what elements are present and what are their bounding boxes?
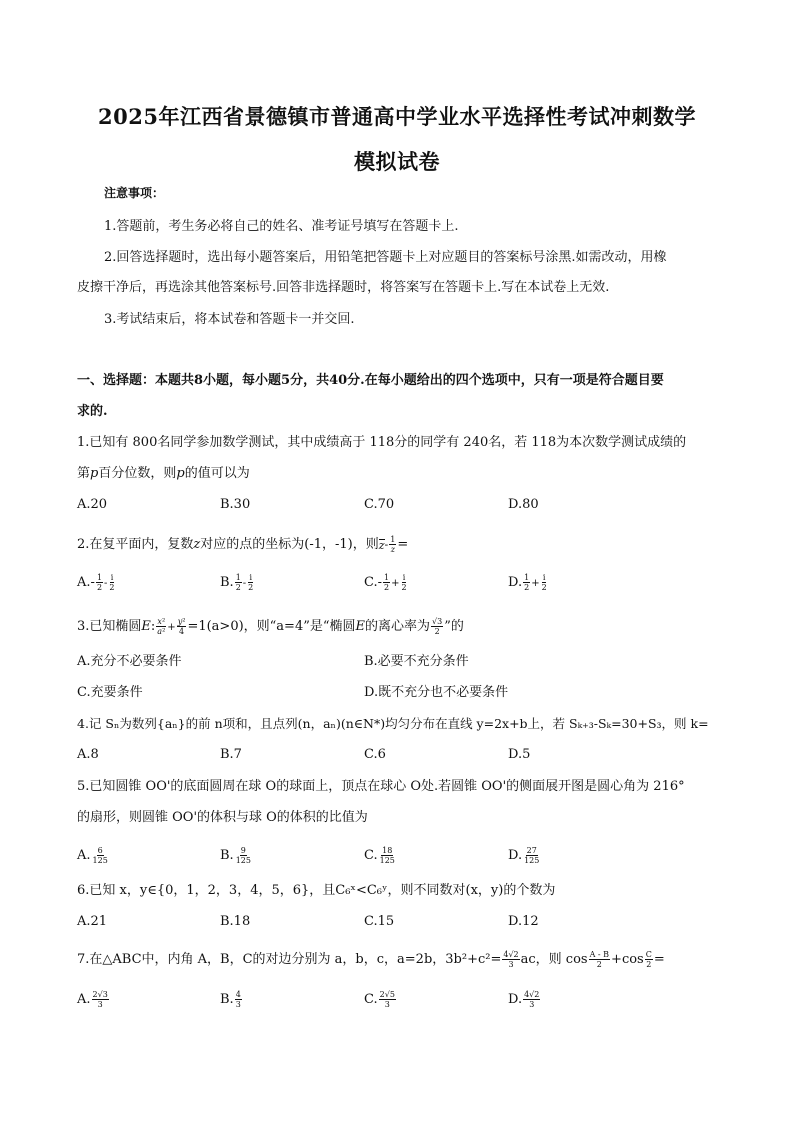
q6-option-d: D.12 [508, 914, 539, 929]
q7-option-c: C. $\frac{2√5}{3}$ [364, 990, 395, 1009]
q7-text-b: ac，则 cos [520, 952, 588, 967]
q1-stem-line1: 1.已知有 800名同学参加数学测试，其中成绩高于 118分的同学有 240名，若 118为本次数学测试成绩的 [77, 435, 687, 450]
q3-frac-eccentricity: $\frac{√3}{2}$ [432, 617, 443, 636]
q1-option-b: B.30 [220, 497, 251, 512]
q5-option-d: D. $\frac{27}{125}$ [508, 846, 540, 865]
q1-text-b: 百分位数，则 [98, 466, 177, 481]
q7-text-d: = [653, 952, 665, 967]
q7-text-a: 7.在△ABC中，内角 A，B，C的对边分别为 a，b，c，a=2b，3b²+c²= [77, 952, 502, 967]
q2-frac-z: z [390, 545, 395, 554]
q4-option-d: D.5 [508, 747, 531, 762]
q2-option-d: D. $\frac{1}{2}$ + $\frac{i}{2}$ [508, 573, 547, 592]
q2-z-conjugate: z [378, 538, 385, 552]
q3-option-d: D.既不充分也不必要条件 [364, 685, 509, 700]
q2-var-z: z [193, 537, 201, 552]
q2-stem: 2.在复平面内，复数z对应的点的坐标为(-1，-1)，则z- $\frac{1}{z}$ = [77, 535, 409, 554]
q2-text-end: = [397, 537, 409, 552]
q1-text-c: 的值可以为 [184, 466, 250, 481]
q7-text-c: +cos [611, 952, 644, 967]
q4-stem: 4.记 Sₙ为数列{aₙ}的前 n项和，且点列(n，aₙ)(n∈N*)均匀分布在直线 y=2x+b上，若 Sₖ₊₃-Sₖ=30+S₃，则 k= [77, 716, 709, 731]
q6-option-c: C.15 [364, 914, 395, 929]
q4-option-b: B.7 [220, 747, 242, 762]
q7-frac-cos2: $\frac{C}{2}$ [645, 950, 652, 969]
q2-text-a: 2.在复平面内，复数 [77, 537, 194, 552]
q3-frac-x2-a2: $\frac{\text{x²}}{\text{a²}}$ [157, 617, 166, 636]
q3-text-d: ”的 [444, 619, 464, 634]
q5-option-b: B. $\frac{9}{125}$ [220, 846, 251, 865]
q7-option-d: D. $\frac{4√2}{3}$ [508, 990, 540, 1009]
q1-option-a: A.20 [77, 497, 108, 512]
q4-option-a: A.8 [77, 747, 99, 762]
q6-stem: 6.已知 x，y∈{0，1，2，3，4，5，6}，且C₆ˣ<C₆ʸ，则不同数对(x，y)的个数为 [77, 883, 556, 898]
q4-option-c: C.6 [364, 747, 386, 762]
q3-option-a: A.充分不必要条件 [77, 654, 182, 669]
notice-item-2-line2: 皮擦干净后，再选涂其他答案标号.回答非选择题时，将答案写在答题卡上.写在本试卷上无效. [77, 280, 610, 295]
q7-option-a: A. $\frac{2√3}{3}$ [77, 990, 108, 1009]
q2-option-a: A.- $\frac{1}{2}$ - $\frac{i}{2}$ [77, 573, 115, 592]
q1-text-a: 第 [77, 466, 91, 481]
q3-frac-y2-4: $\frac{\text{y²}}{4}$ [177, 617, 186, 636]
notice-item-2-line1: 2.回答选择题时，选出每小题答案后，用铅笔把答题卡上对应题目的答案标号涂黑.如需改动，用橡 [104, 250, 667, 265]
q2-frac-1-over-z: $\frac{1}{z}$ [390, 535, 396, 554]
q1-option-d: D.80 [508, 497, 539, 512]
q2-option-b: B. $\frac{1}{2}$ - $\frac{i}{2}$ [220, 573, 254, 592]
q7-option-b: B. $\frac{4}{3}$ [220, 990, 241, 1009]
q2-option-c: C.- $\frac{1}{2}$ + $\frac{i}{2}$ [364, 573, 407, 592]
q3-option-b: B.必要不充分条件 [364, 654, 469, 669]
notice-item-1: 1.答题前，考生务必将自己的姓名、准考证号填写在答题卡上. [104, 219, 459, 234]
q7-frac-cos1: $\frac{A - B}{2}$ [589, 950, 610, 969]
section1-heading-line2: 求的. [77, 404, 108, 419]
q3-stem: 3.已知椭圆E: $\frac{\text{x²}}{\text{a²}}$ + $\frac{\text{y²}}{4}$ =1(a>0)，则“a=4”是“椭圆E的离心率为 $\frac{√3}{2}$ ”的 [77, 617, 464, 636]
q3-text-b: =1(a>0)，则“a=4”是“椭圆 [187, 619, 356, 634]
notice-item-3: 3.考试结束后，将本试卷和答题卡一并交回. [104, 312, 355, 327]
q6-option-a: A.21 [77, 914, 108, 929]
q7-frac-coefficient: $\frac{4√2}{3}$ [503, 950, 519, 969]
q7-stem [77, 950, 665, 969]
q5-option-c: C. $\frac{18}{125}$ [364, 846, 395, 865]
q5-option-a: A. $\frac{6}{125}$ [77, 846, 108, 865]
q3-text-c: 的离心率为 [365, 619, 431, 634]
q5-stem-line2: 的扇形，则圆锥 OO'的体积与球 O的体积的比值为 [77, 810, 368, 825]
q1-var-p: p [90, 466, 99, 481]
q1-stem-line2 [77, 466, 250, 482]
q3-ellipse-e-2: E [355, 619, 366, 634]
exam-title-line1: 2025年江西省景德镇市普通高中学业水平选择性考试冲刺数学 [98, 104, 696, 129]
notice-heading: 注意事项： [104, 186, 165, 200]
q2-text-b: 对应的点的坐标为(-1，-1)，则 [200, 537, 379, 552]
q3-text-a: 3.已知椭圆 [77, 619, 142, 634]
q3-option-c: C.充要条件 [77, 685, 143, 700]
q3-ellipse-e: E [141, 619, 151, 634]
q5-stem-line1: 5.已知圆锥 OO'的底面圆周在球 O的球面上，顶点在球心 O处.若圆锥 OO'的侧面展开图是圆心角为 216° [77, 779, 685, 794]
q1-option-c: C.70 [364, 497, 395, 512]
section1-heading-line1: 一、选择题：本题共8小题，每小题5分，共40分.在每小题给出的四个选项中，只有一项是符合题目要 [77, 373, 664, 388]
q1-var-p-2: p [176, 466, 185, 481]
exam-title-line2: 模拟试卷 [354, 149, 440, 174]
q6-option-b: B.18 [220, 914, 251, 929]
